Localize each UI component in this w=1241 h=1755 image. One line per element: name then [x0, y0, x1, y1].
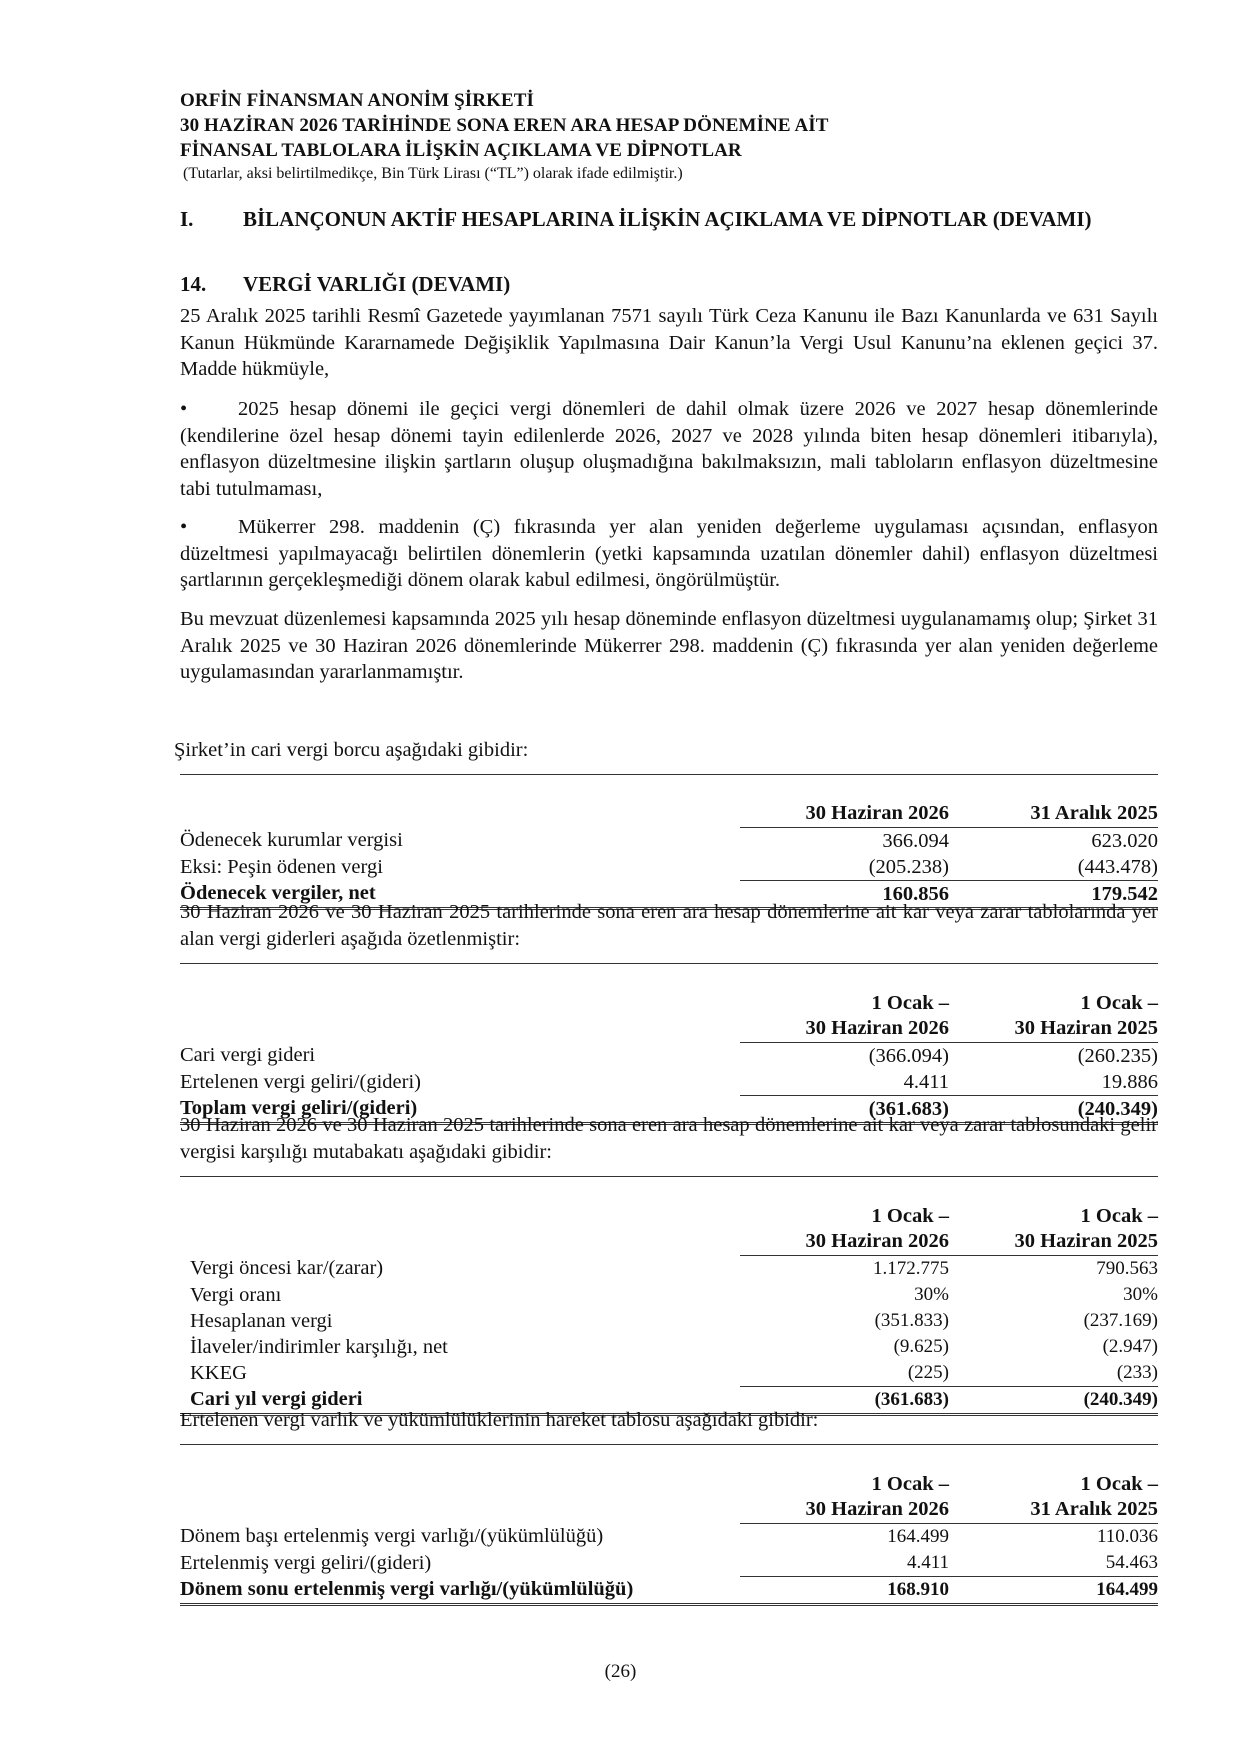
cell-value: 164.499	[887, 1525, 949, 1547]
row-label: Cari vergi gideri	[180, 1044, 316, 1067]
column-header: 1 Ocak –	[1080, 991, 1158, 1014]
bullet-text-2: Mükerrer 298. maddenin (Ç) fıkrasında yer alan yeniden değerleme uygulaması açısından, enflasyon düzeltmesi yapılmayacağı belirtilen dönemlerin (yetki kapsamında uzatılan dönemler dahil) enflasyon düzeltmesi şartlarının gerçekleşmediği dönem olarak kabul edilmesi, öngörülmüştür.	[180, 516, 1158, 591]
cell-value: (205.238)	[740, 854, 949, 881]
bullet-marker: •	[180, 398, 188, 420]
company-name: ORFİN FİNANSMAN ANONİM ŞİRKETİ	[180, 90, 534, 111]
cell-value: 4.411	[740, 1550, 949, 1577]
cell-value: (225)	[740, 1360, 949, 1387]
column-header: 1 Ocak –	[871, 1472, 949, 1495]
column-header: 30 Haziran 2025	[949, 1229, 1158, 1255]
row-label: Vergi oranı	[190, 1283, 282, 1306]
table-header-empty	[180, 1497, 740, 1523]
table-row	[180, 1282, 1158, 1308]
column-header: 1 Ocak –	[1080, 1204, 1158, 1227]
cell-value: (233)	[949, 1360, 1158, 1387]
cell-value: (366.094)	[868, 1044, 949, 1067]
statements-title: FİNANSAL TABLOLARA İLİŞKİN AÇIKLAMA VE DİPNOTLAR	[180, 140, 742, 161]
cell-value: 1.172.775	[873, 1257, 949, 1279]
table-header-empty	[180, 990, 740, 1016]
column-header: 30 Haziran 2026	[740, 1497, 949, 1523]
cell-value: (443.478)	[949, 854, 1158, 881]
row-label: Dönem başı ertelenmiş vergi varlığı/(yükümlülüğü)	[180, 1525, 604, 1548]
table4-intro: Ertelenen vergi varlık ve yükümlülüklerinin hareket tablosu aşağıdaki gibidir:	[180, 1409, 819, 1431]
total-value: (240.349)	[949, 1095, 1158, 1123]
table3-intro: 30 Haziran 2026 ve 30 Haziran 2025 tarihlerinde sona eren ara hesap dönemlerine ait kar veya zarar tablosundaki gelir vergisi karşılığı mutabakatı aşağıdaki gibidir:	[180, 1114, 1158, 1163]
period-title: 30 HAZİRAN 2026 TARİHİNDE SONA EREN ARA HESAP DÖNEMİNE AİT	[180, 115, 829, 136]
cell-value: 4.411	[740, 1069, 949, 1096]
column-header: 1 Ocak –	[871, 991, 949, 1014]
cell-value: 110.036	[1096, 1525, 1158, 1547]
column-header: 31 Aralık 2025	[949, 801, 1158, 827]
table-row	[180, 854, 1158, 881]
table-row	[180, 1308, 1158, 1334]
table-header-empty	[180, 1229, 740, 1255]
table-header-empty	[180, 1471, 740, 1497]
tax-expense-table	[180, 963, 1158, 1125]
table-row	[180, 1550, 1158, 1577]
bullet-paragraph-2	[180, 514, 1158, 594]
table-row	[180, 1334, 1158, 1360]
cell-value: 30%	[1123, 1283, 1158, 1305]
column-header: 1 Ocak –	[871, 1204, 949, 1227]
cell-value: (2.947)	[1102, 1335, 1158, 1357]
cell-value: 30%	[914, 1283, 949, 1305]
row-label: Ödenecek kurumlar vergisi	[180, 829, 403, 852]
total-row	[180, 1576, 1158, 1604]
table-row	[180, 1360, 1158, 1387]
page-number: (26)	[604, 1661, 637, 1682]
cell-value: (351.833)	[874, 1309, 949, 1331]
table2-intro: 30 Haziran 2026 ve 30 Haziran 2025 tarihlerinde sona eren ara hesap dönemlerine ait kar veya zarar tablolarında yer alan vergi giderleri aşağıda özetlenmiştir:	[180, 901, 1158, 950]
section-number: I.	[180, 207, 194, 231]
table1-intro: Şirket’in cari vergi borcu aşağıdaki gibidir:	[174, 739, 529, 761]
table-header-empty	[180, 1016, 740, 1042]
total-value: (361.683)	[740, 1386, 949, 1414]
bullet-paragraph-1	[180, 396, 1158, 502]
total-value: 160.856	[740, 880, 949, 908]
table-row	[180, 827, 1158, 854]
column-header: 30 Haziran 2026	[740, 1229, 949, 1255]
total-value: (361.683)	[740, 1095, 949, 1123]
section-title: BİLANÇONUN AKTİF HESAPLARINA İLİŞKİN AÇIKLAMA VE DİPNOTLAR (DEVAMI)	[243, 207, 1092, 231]
table-row	[180, 1255, 1158, 1282]
total-label: Cari yıl vergi gideri	[180, 1386, 740, 1414]
cell-value: 19.886	[949, 1069, 1158, 1096]
column-header: 31 Aralık 2025	[949, 1497, 1158, 1523]
total-value: 164.499	[949, 1576, 1158, 1604]
row-label: Eksi: Peşin ödenen vergi	[180, 855, 383, 878]
total-label: Dönem sonu ertelenmiş vergi varlığı/(yükümlülüğü)	[180, 1576, 740, 1604]
row-label: KKEG	[190, 1361, 247, 1384]
total-label: Ödenecek vergiler, net	[180, 880, 740, 908]
total-value: 179.542	[949, 880, 1158, 908]
column-header: 30 Haziran 2025	[949, 1016, 1158, 1042]
bullet-marker: •	[180, 516, 188, 538]
total-value: 168.910	[740, 1576, 949, 1604]
column-header: 30 Haziran 2026	[740, 801, 949, 827]
cell-value: (237.169)	[1083, 1309, 1158, 1331]
row-label: Vergi öncesi kar/(zarar)	[190, 1257, 384, 1280]
row-label: Hesaplanan vergi	[190, 1309, 333, 1332]
current-tax-liability-table	[180, 774, 1158, 910]
currency-note: (Tutarlar, aksi belirtilmedikçe, Bin Türk Lirası (“TL”) olarak ifade edilmiştir.)	[183, 165, 683, 182]
total-value: (240.349)	[949, 1386, 1158, 1414]
table-header-empty	[180, 801, 740, 827]
cell-value: 54.463	[949, 1550, 1158, 1577]
intro-paragraph: 25 Aralık 2025 tarihli Resmî Gazetede yayımlanan 7571 sayılı Türk Ceza Kanunu ile Bazı Kanunlarda ve 631 Sayılı Kanun Hükmünde Kararnamede Değişiklik Yapılmasına Dair Kanun’la Vergi Usul Kanunu’na eklenen geçici 37. Madde hükmüyle,	[180, 305, 1158, 380]
conclusion-paragraph: Bu mevzuat düzenlemesi kapsamında 2025 yılı hesap döneminde enflasyon düzeltmesi uygulanamamış olup; Şirket 31 Aralık 2025 ve 30 Haziran 2026 dönemlerinde Mükerrer 298. maddenin (Ç) fıkrasında yer alan yeniden değerleme uygulamasından yararlanmamıştır.	[180, 608, 1158, 683]
tax-reconciliation-table	[180, 1176, 1158, 1416]
row-label: Ertelenmiş vergi geliri/(gideri)	[180, 1551, 432, 1574]
column-header: 30 Haziran 2026	[740, 1016, 949, 1042]
cell-value: 366.094	[882, 829, 949, 852]
subsection-number: 14.	[180, 272, 207, 296]
cell-value: (9.625)	[893, 1335, 949, 1357]
table-row	[180, 1042, 1158, 1069]
row-label: İlaveler/indirimler karşılığı, net	[190, 1335, 448, 1358]
row-label: Ertelenen vergi geliri/(gideri)	[180, 1070, 421, 1093]
page-header	[180, 88, 1120, 185]
column-header: 1 Ocak –	[1080, 1472, 1158, 1495]
table-row	[180, 1069, 1158, 1096]
cell-value: (260.235)	[1077, 1044, 1158, 1067]
cell-value: 790.563	[1096, 1257, 1158, 1279]
deferred-tax-movement-table	[180, 1444, 1158, 1606]
table-header-empty	[180, 1203, 740, 1229]
total-label: Toplam vergi geliri/(gideri)	[180, 1095, 740, 1123]
bullet-text-1: 2025 hesap dönemi ile geçici vergi dönemleri de dahil olmak üzere 2026 ve 2027 hesap dönemlerinde (kendilerine özel hesap dönemi tayin edilenlerde 2026, 2027 ve 2028 yılında biten hesap dönemleri itibarıyla), enflasyon düzeltmesine ilişkin şartların oluşup oluşmadığına bakılmaksızın, mali tabloların enflasyon düzeltmesine tabi tutulmaması,	[180, 398, 1158, 500]
table-row	[180, 1523, 1158, 1550]
cell-value: 623.020	[1091, 829, 1158, 852]
subsection-title: VERGİ VARLIĞI (DEVAMI)	[243, 272, 511, 296]
